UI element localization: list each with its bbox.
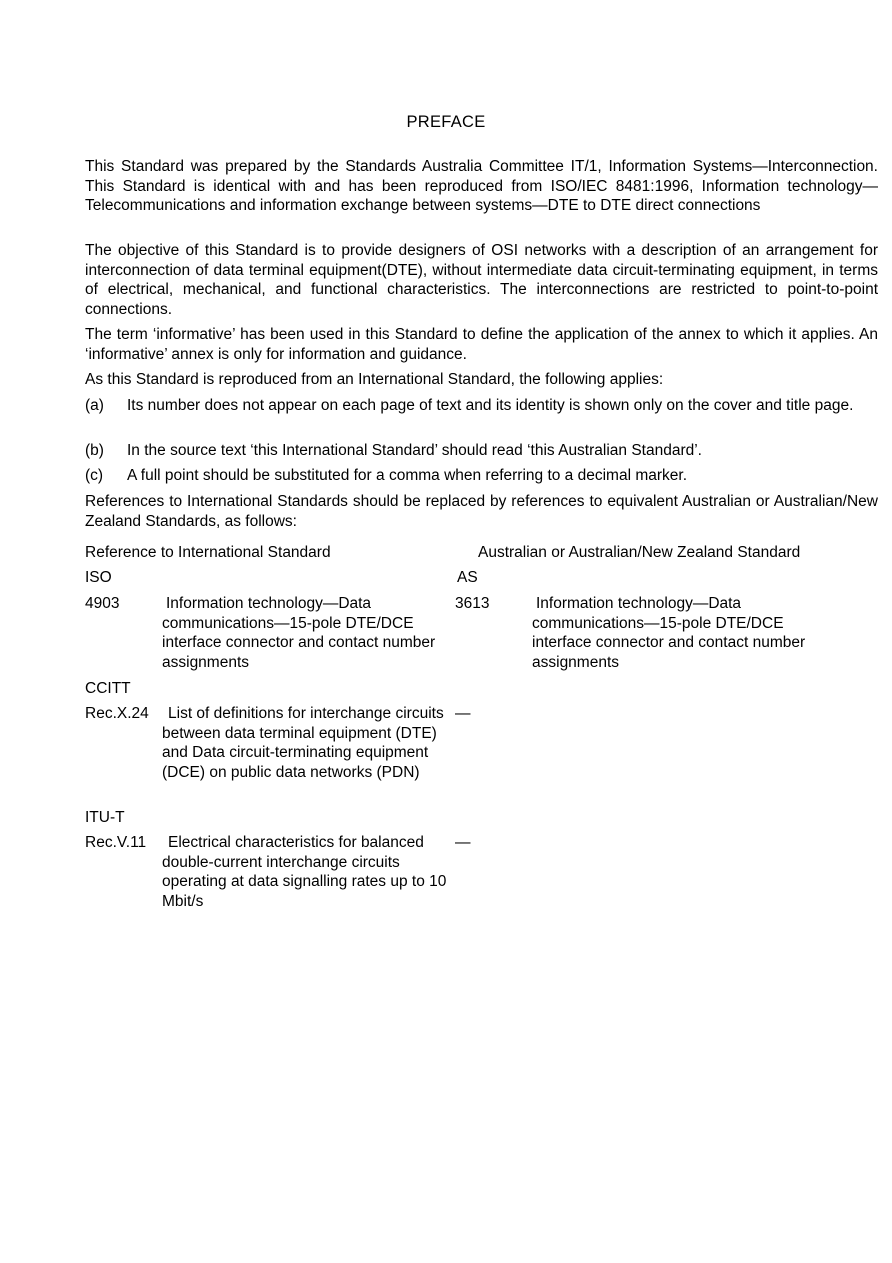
table-group-label: CCITT bbox=[85, 680, 131, 697]
as-label: AS bbox=[457, 569, 478, 586]
list-marker: (a) bbox=[85, 397, 104, 414]
list-text: A full point should be substituted for a comma when referring to a decimal marker. bbox=[127, 467, 688, 484]
table-row-as-code: 3613 bbox=[455, 595, 490, 612]
paragraph-objective: The objective of this Standard is to provide designers of OSI networks with a description of an arrangement for interconnection of data terminal equipment(DTE), without intermediate data circuit-terminating equipment, in terms of electrical, mechanical, and functional characteristics. The interconnections are restricted to point-to-point connections. bbox=[85, 242, 878, 318]
table-row-description: List of definitions for interchange circuits between data terminal equipment (DTE) and Data circuit-terminating equipment (DCE) on public data networks (PDN) bbox=[162, 705, 444, 782]
paragraph-applies: As this Standard is reproduced from an International Standard, the following applies: bbox=[85, 371, 664, 388]
table-row-code: Rec.X.24 bbox=[85, 705, 149, 722]
paragraph-informative: The term ‘informative’ has been used in this Standard to define the application of the annex to which it applies. An ‘informative’ annex is only for information and guidance. bbox=[85, 326, 878, 363]
table-header-australian: Australian or Australian/New Zealand Standard bbox=[478, 544, 801, 561]
list-text: Its number does not appear on each page of text and its identity is shown only on the cover and title page. bbox=[127, 397, 854, 414]
table-row-as-code: — bbox=[455, 834, 471, 851]
table-row-description: Electrical characteristics for balanced double-current interchange circuits operating at data signalling rates up to 10 Mbit/s bbox=[162, 834, 447, 911]
list-marker: (b) bbox=[85, 442, 104, 459]
paragraph-committee: This Standard was prepared by the Standards Australia Committee IT/1, Information Systems—Interconnection. This Standard is identical with and has been reproduced from ISO/IEC 8481:1996, Information technology—Telecommunications and information exchange between systems—DTE to DTE direct connections bbox=[85, 158, 878, 214]
iso-label: ISO bbox=[85, 569, 112, 586]
table-row-description: Information technology—Data communications—15-pole DTE/DCE interface connector and contact number assignments bbox=[162, 595, 436, 672]
table-row-as-code: — bbox=[455, 705, 471, 722]
table-row-as-description: Information technology—Data communications—15-pole DTE/DCE interface connector and contact number assignments bbox=[532, 595, 806, 672]
table-group-label: ITU-T bbox=[85, 809, 125, 826]
list-marker: (c) bbox=[85, 467, 104, 484]
table-row-code: Rec.V.11 bbox=[85, 834, 147, 851]
page-title: PREFACE bbox=[406, 113, 486, 131]
list-text: In the source text ‘this International Standard’ should read ‘this Australian Standard’. bbox=[127, 442, 702, 459]
paragraph-references: References to International Standards should be replaced by references to equivalent Australian or Australian/New Zealand Standards, as follows: bbox=[85, 493, 878, 530]
table-row-code: 4903 bbox=[85, 595, 120, 612]
table-header-international: Reference to International Standard bbox=[85, 544, 331, 561]
